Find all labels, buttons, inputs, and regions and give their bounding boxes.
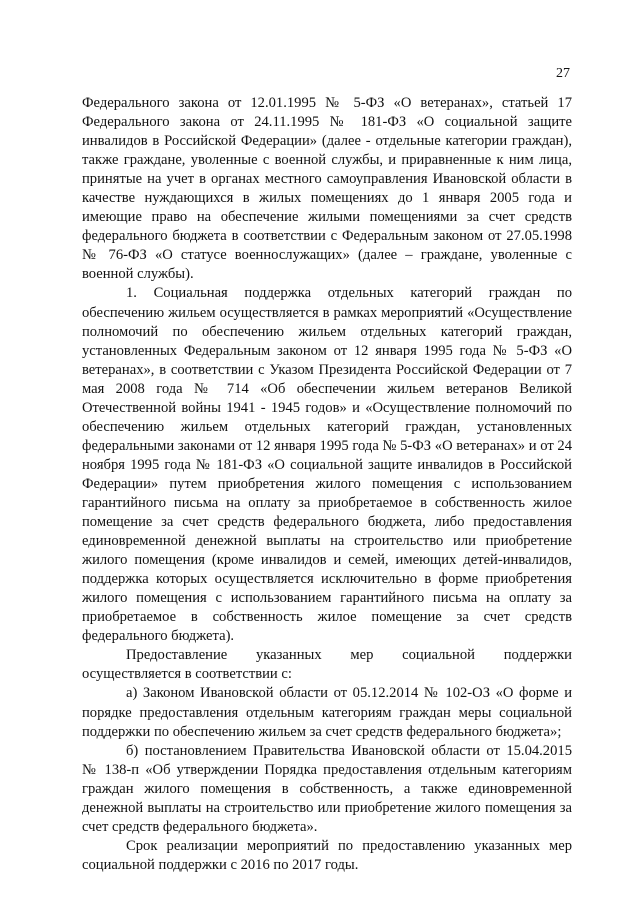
paragraph-item-1: 1. Социальная поддержка отдельных категорий граждан по обеспечению жильем осуществляется в рамках мероприятий «Осуществление полномочий по обеспечению жильем отдельных категорий граждан, установленных Федеральным законом от 12 января 1995 года № 5-ФЗ «О ветеранах», в соответствии с Указом Президента Российской Федерации от 7 мая 2008 года № 714 «Об обеспечении жильем ветеранов Великой Отечественной войны 1941 - 1945 годов» и «Осуществление полномочий по обеспечению жильем отдельных категорий граждан, установленных федеральными законами от 12 января 1995 года № 5-ФЗ «О ветеранах» и от 24 ноября 1995 года № 181-ФЗ «О социальной защите инвалидов в Российской Федерации» путем приобретения жилого помещения с использованием гарантийного письма на оплату за приобретаемое в собственность жилое помещение за счет средств федерального бюджета, либо предоставления единовременной денежной выплаты на строительство или приобретение жилого помещения (кроме инвалидов и семей, имеющих детей-инвалидов, поддержка которых осуществляется исключительно в форме приобретения жилого помещения с использованием гарантийного письма на оплату за приобретаемое в собственность жилое помещение за счет средств федерального бюджета). (82, 285, 572, 645)
paragraph-subitem-a: а) Законом Ивановской области от 05.12.2014 № 102-ОЗ «О форме и порядке предоставления отдельным категориям граждан меры социальной поддержки по обеспечению жильем за счет средств федерального бюджета»; (82, 685, 572, 740)
paragraph-implementation-period: Срок реализации мероприятий по предоставлению указанных мер социальной поддержки с 2016 по 2017 годы. (82, 837, 572, 873)
paragraph-measures-basis: Предоставление указанных мер социальной поддержки осуществляется в соответствии с: (82, 647, 572, 683)
document-body (82, 94, 572, 875)
page-number: 27 (556, 66, 570, 81)
paragraph-continuation: Федерального закона от 12.01.1995 № 5-ФЗ «О ветеранах», статьей 17 Федерального закона от 24.11.1995 № 181-ФЗ «О социальной защите инвалидов в Российской Федерации» (далее - отдельные категории граждан), также граждане, уволенные с военной службы, и приравненные к ним лица, принятые на учет в органах местного самоуправления Ивановской области в качестве нуждающихся в жилых помещениях до 1 января 2005 года и имеющие право на обеспечение жилыми помещениями за счет средств федерального бюджета в соответствии с Федеральным законом от 27.05.1998 № 76-ФЗ «О статусе военнослужащих» (далее – граждане, уволенные с военной службы). (82, 95, 572, 283)
paragraph-subitem-b: б) постановлением Правительства Ивановской области от 15.04.2015 № 138-п «Об утверждении Порядка предоставления отдельным категориям граждан жилого помещения в собственность, а также единовременной денежной выплаты на строительство или приобретение жилого помещения за счет средств федерального бюджета». (82, 742, 572, 835)
